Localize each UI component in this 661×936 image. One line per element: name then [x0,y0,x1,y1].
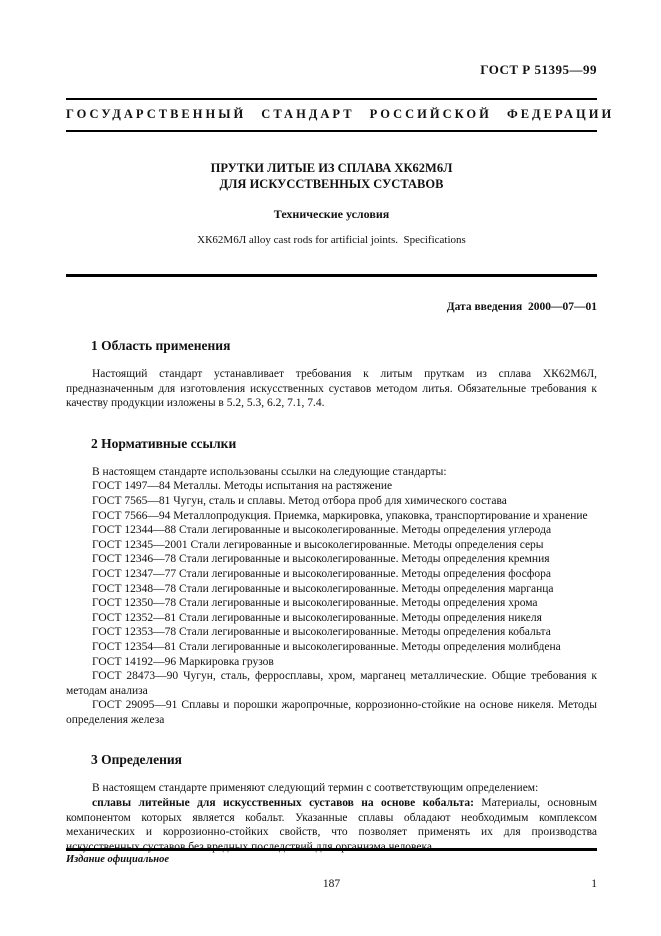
reference-item: ГОСТ 12347—77 Стали легированные и высоколегированные. Методы определения фосфора [92,567,551,580]
reference-item: ГОСТ 14192—96 Маркировка грузов [92,655,274,668]
section-definitions [66,752,597,854]
page-number-center: 187 [322,878,341,890]
reference-item: ГОСТ 12352—81 Стали легированные и высоколегированные. Методы определения никеля [92,611,542,624]
reference-item: ГОСТ 1497—84 Металлы. Методы испытания на растяжение [92,480,393,493]
page-footer [66,848,597,890]
section-normative-references [66,436,597,728]
separator-rule [66,274,597,277]
doc-number: ГОСТ Р 51395—99 [480,62,597,77]
document-title [66,160,597,192]
reference-item: ГОСТ 12345—2001 Стали легированные и высоколегированные. Методы определения серы [92,538,544,551]
section-3-intro: В настоящем стандарте применяют следующий термин с соответствующим определением: [92,782,539,795]
page-numbers [66,878,597,890]
document-subtitle: Технические условия [273,207,390,221]
document-title-english: ХК62М6Л alloy cast rods for artificial joints. Specifications [197,234,466,246]
footer-rule [66,848,597,851]
definition-text: Материалы, основным компонентом которых является кобальт. Указанные сплавы обладают необходимым комплексом механических и коррозионно-стойких свойств, что позволяет применять их для производства искусственных суставов без вредных последствий для организма человека. [66,797,597,853]
document-title-line1: ПРУТКИ ЛИТЫЕ ИЗ СПЛАВА ХК62М6Л [210,161,453,175]
document-title-line2: ДЛЯ ИСКУССТВЕННЫХ СУСТАВОВ [219,177,444,191]
effective-date: Дата введения 2000—07—01 [446,301,597,313]
section-2-heading: 2 Нормативные ссылки [91,435,237,451]
reference-item: ГОСТ 29095—91 Сплавы и порошки жаропрочные, коррозионно-стойкие на основе никеля. Методы определения железа [66,699,597,726]
section-1-heading: 1 Область применения [91,338,231,353]
section-2-intro: В настоящем стандарте использованы ссылки на следующие стандарты: [92,465,447,478]
reference-item: ГОСТ 12353—78 Стали легированные и высоколегированные. Методы определения кобальта [92,626,551,639]
state-standard-banner [66,98,615,132]
section-3-definition [66,796,597,854]
official-edition-note: Издание официальное [66,854,170,865]
section-scope [66,338,597,411]
definition-term: сплавы литейные для искусственных суставов на основе кобальта: [92,797,474,810]
reference-item: ГОСТ 12350—78 Стали легированные и высоколегированные. Методы определения хрома [92,597,538,610]
reference-item: ГОСТ 28473—90 Чугун, сталь, ферросплавы, хром, марганец металлические. Общие требования к методам анализа [66,670,597,697]
page-number-right: 1 [591,878,597,890]
reference-item: ГОСТ 7566—94 Металлопродукция. Приемка, маркировка, упаковка, транспортирование и хранение [92,509,588,522]
reference-item: ГОСТ 12354—81 Стали легированные и высоколегированные. Методы определения молибдена [92,640,561,653]
reference-item: ГОСТ 7565—81 Чугун, сталь и сплавы. Метод отбора проб для химического состава [92,494,507,507]
reference-item: ГОСТ 12346—78 Стали легированные и высоколегированные. Методы определения кремния [92,553,550,566]
reference-item: ГОСТ 12344—88 Стали легированные и высоколегированные. Методы определения углерода [92,524,552,537]
section-1-paragraph: Настоящий стандарт устанавливает требования к литым пруткам из сплава ХК62М6Л, предназначенным для изготовления искусственных суставов методом литья. Обязательные требования к качеству продукции изложены в 5.2, 5.3, 6.2, 7.1, 7.4. [66,368,597,410]
reference-item: ГОСТ 12348—78 Стали легированные и высоколегированные. Методы определения марганца [92,582,554,595]
state-standard-banner-text: ГОСУДАРСТВЕННЫЙ СТАНДАРТ РОССИЙСКОЙ ФЕДЕРАЦИИ [66,107,615,121]
section-3-heading: 3 Определения [91,752,182,768]
